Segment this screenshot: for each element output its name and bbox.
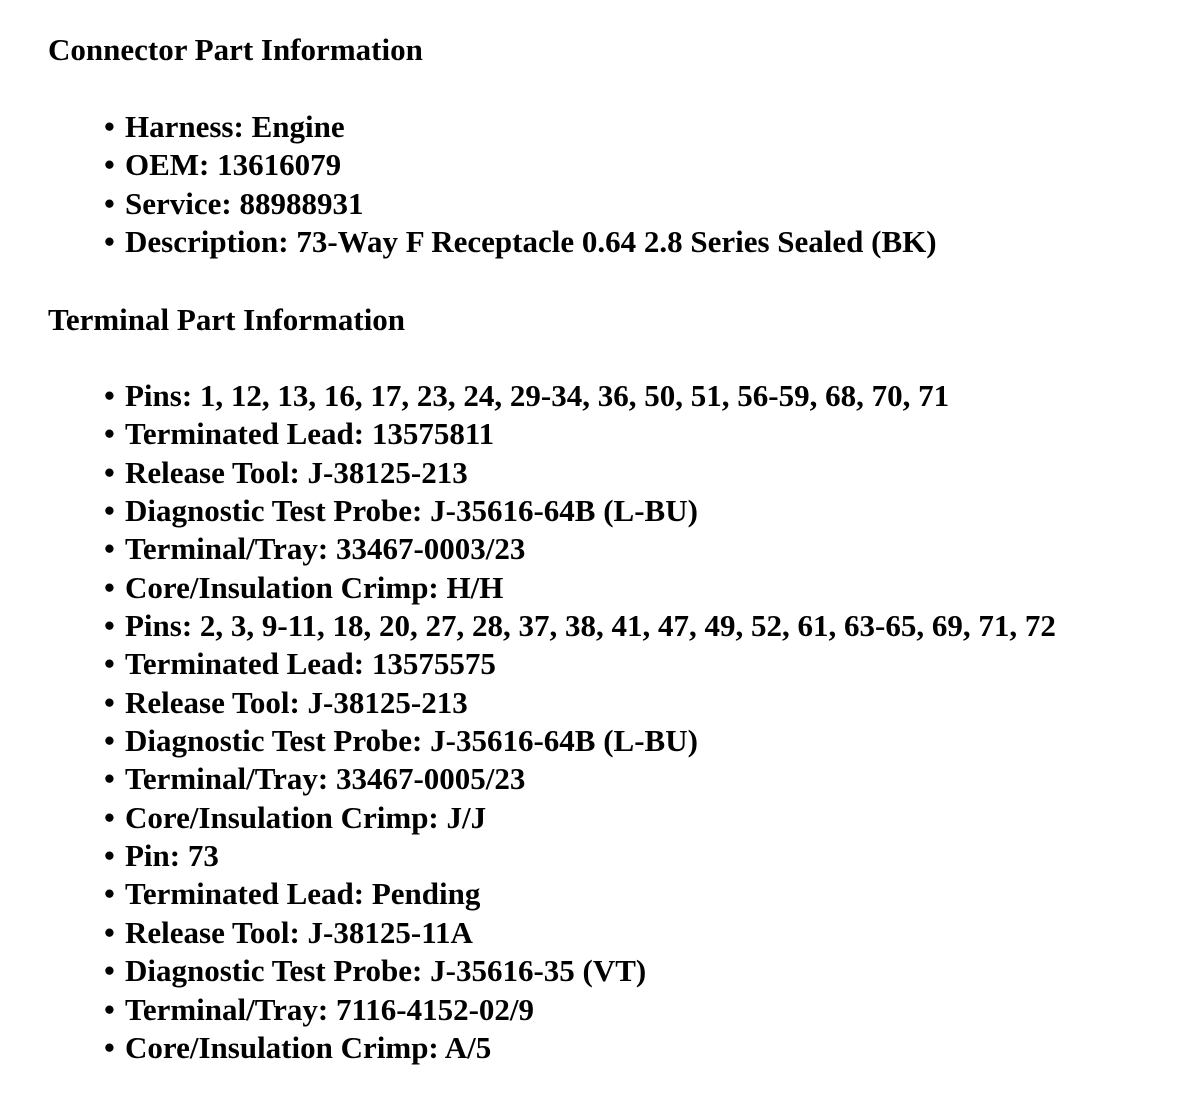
list-item-text: Core/Insulation Crimp: J/J (125, 799, 487, 835)
list-item (104, 837, 1056, 875)
list-item (104, 492, 1056, 530)
list-item (104, 569, 1056, 607)
terminal-part-information-heading: Terminal Part Information (48, 302, 406, 337)
list-item-text: Terminal/Tray: 33467-0003/23 (125, 531, 526, 567)
bullet-icon: • (104, 876, 115, 912)
bullet-icon: • (104, 185, 115, 221)
list-item-text: Release Tool: J-38125-213 (125, 454, 468, 490)
list-item-text: Pins: 1, 12, 13, 16, 17, 23, 24, 29-34, 36, 50, 51, 56-59, 68, 70, 71 (125, 378, 950, 413)
list-item-text: Harness: Engine (125, 109, 345, 144)
list-item (104, 108, 937, 146)
list-item-text: Release Tool: J-38125-11A (125, 914, 473, 950)
bullet-icon: • (104, 416, 115, 452)
list-item-text: Diagnostic Test Probe: J-35616-64B (L-BU) (125, 723, 698, 759)
list-item (104, 146, 937, 184)
list-item (104, 530, 1056, 568)
list-item (104, 377, 1056, 415)
list-item (104, 722, 1056, 760)
list-item-text: Release Tool: J-38125-213 (125, 684, 468, 720)
list-item (104, 645, 1056, 683)
list-item (104, 991, 1056, 1029)
list-item-text: Pin: 73 (125, 838, 219, 874)
bullet-icon: • (104, 914, 115, 950)
bullet-icon: • (104, 454, 115, 490)
connector-part-information-list (104, 108, 937, 261)
bullet-icon: • (104, 646, 115, 682)
bullet-icon: • (104, 684, 115, 720)
bullet-icon: • (104, 799, 115, 835)
bullet-icon: • (104, 953, 115, 989)
bullet-icon: • (104, 608, 115, 644)
bullet-icon: • (104, 378, 115, 413)
terminal-part-information-list (104, 377, 1056, 1067)
bullet-icon: • (104, 838, 115, 874)
bullet-icon: • (104, 147, 115, 183)
list-item-text: Service: 88988931 (125, 185, 364, 221)
bullet-icon: • (104, 991, 115, 1027)
bullet-icon: • (104, 569, 115, 605)
list-item (104, 799, 1056, 837)
list-item (104, 454, 1056, 492)
list-item (104, 952, 1056, 990)
bullet-icon: • (104, 761, 115, 797)
list-item-text: Core/Insulation Crimp: H/H (125, 569, 504, 605)
list-item-text: Pins: 2, 3, 9-11, 18, 20, 27, 28, 37, 38, 41, 47, 49, 52, 61, 63-65, 69, 71, 72 (125, 608, 1056, 644)
list-item-text: OEM: 13616079 (125, 147, 342, 183)
list-item-text: Description: 73-Way F Receptacle 0.64 2.8 Series Sealed (BK) (125, 224, 937, 260)
list-item (104, 223, 937, 261)
list-item-text: Terminated Lead: 13575575 (125, 646, 496, 682)
list-item (104, 875, 1056, 913)
bullet-icon: • (104, 723, 115, 759)
list-item (104, 185, 937, 223)
list-item-text: Terminal/Tray: 33467-0005/23 (125, 761, 526, 797)
list-item-text: Terminated Lead: 13575811 (125, 416, 495, 452)
list-item-text: Diagnostic Test Probe: J-35616-35 (VT) (125, 953, 647, 989)
list-item-text: Terminated Lead: Pending (125, 876, 481, 912)
list-item-text: Core/Insulation Crimp: A/5 (125, 1029, 492, 1065)
bullet-icon: • (104, 1029, 115, 1065)
list-item (104, 607, 1056, 645)
list-item (104, 914, 1056, 952)
list-item-text: Diagnostic Test Probe: J-35616-64B (L-BU) (125, 493, 698, 529)
bullet-icon: • (104, 224, 115, 260)
bullet-icon: • (104, 109, 115, 144)
list-item (104, 684, 1056, 722)
list-item (104, 415, 1056, 453)
list-item (104, 1029, 1056, 1067)
bullet-icon: • (104, 531, 115, 567)
bullet-icon: • (104, 493, 115, 529)
list-item (104, 760, 1056, 798)
list-item-text: Terminal/Tray: 7116-4152-02/9 (125, 991, 535, 1027)
connector-part-information-heading: Connector Part Information (48, 32, 423, 67)
